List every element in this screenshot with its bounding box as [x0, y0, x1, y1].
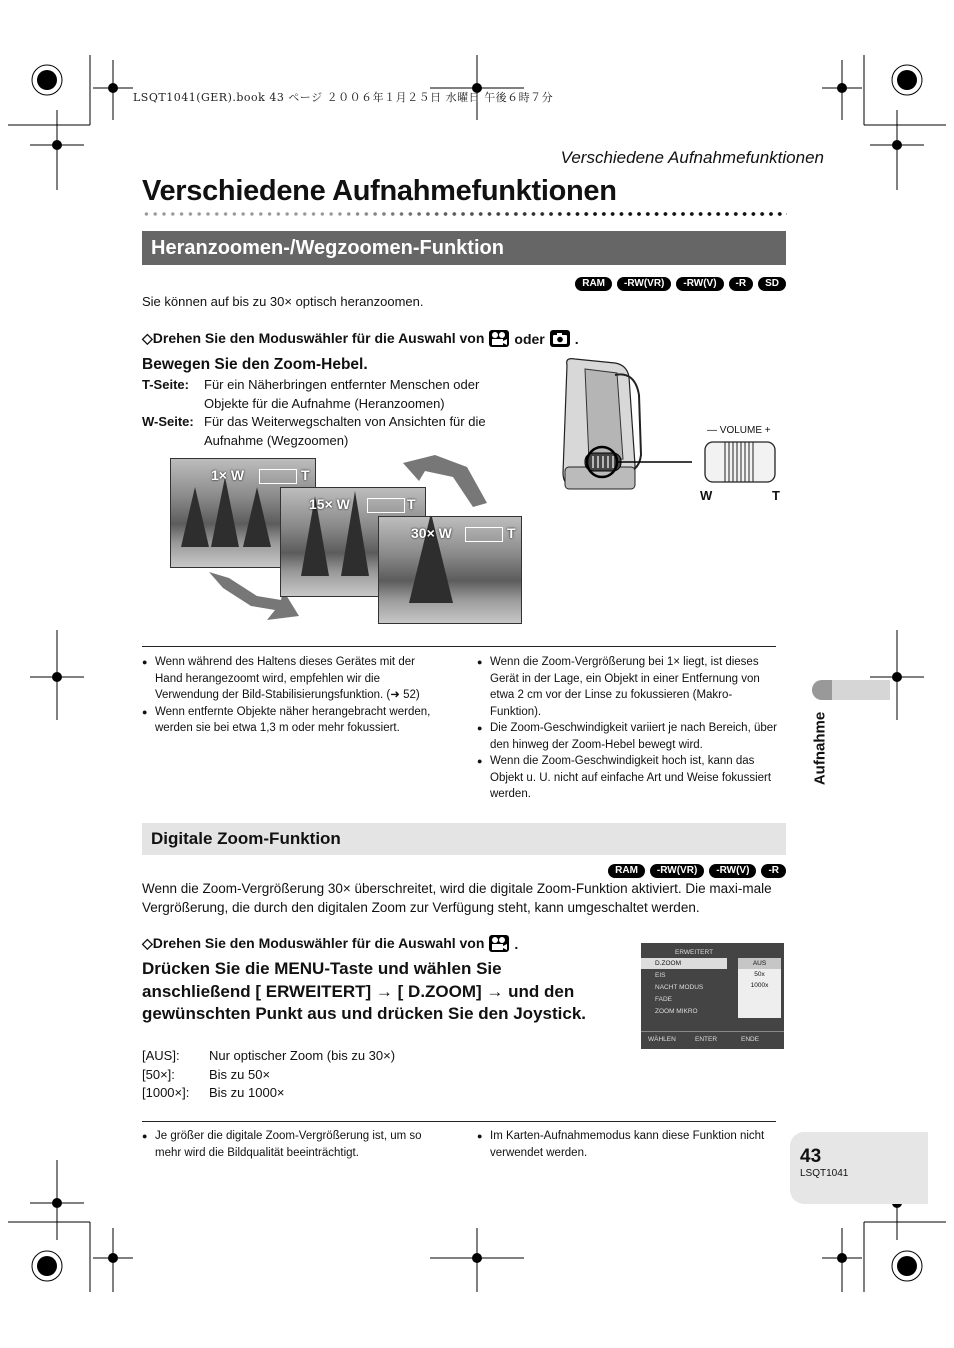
- digital-zoom-notes-left: [142, 1128, 432, 1161]
- note-item: ● Im Karten-Aufnahmemodus kann diese Funktion nicht verwendet werden.: [477, 1128, 777, 1161]
- section-heading-digital-zoom: Digitale Zoom-Funktion: [142, 823, 786, 855]
- notes-rule-2: [142, 1121, 776, 1122]
- zoom-t-label: T: [507, 525, 516, 541]
- option-value: Bis zu 50×: [209, 1066, 271, 1082]
- step-1-text: ◇Drehen Sie den Moduswähler für die Auswahl von: [142, 330, 485, 346]
- zoom-photo-30x: [378, 516, 522, 624]
- digital-zoom-notes-right: [477, 1128, 777, 1161]
- badge: -R: [729, 277, 754, 291]
- zoom-label-15x: 15× W: [309, 496, 350, 512]
- option-key: [50×]:: [142, 1066, 175, 1082]
- menu-item: D.ZOOM: [655, 960, 681, 967]
- note-item: ● Wenn die Zoom-Geschwindigkeit hoch ist, kann das Objekt u. U. nicht auf einfache Art und Weise fokussiert werden.: [477, 753, 777, 803]
- movie-mode-icon: [489, 935, 509, 952]
- t-side-value: Für ein Näherbringen entfernter Menschen oder Objekte für die Aufnahme (Heranzoomen): [204, 377, 480, 411]
- page-code: LSQT1041: [800, 1168, 849, 1179]
- menu-item: NACHT MODUS: [655, 984, 704, 991]
- zoom-label-1x: 1× W: [211, 467, 245, 483]
- badge: -RW(VR): [617, 277, 671, 291]
- zoom-side-descriptions: [142, 376, 532, 456]
- zoom-t-label: T: [301, 467, 310, 483]
- option-value: Nur optischer Zoom (bis zu 30×): [209, 1048, 396, 1063]
- step-1-or: oder: [514, 330, 545, 347]
- page-number: 43: [800, 1146, 822, 1167]
- print-header: LSQT1041(GER).book 43 ページ ２００６年１月２５日 水曜日 午後６時７分: [133, 91, 554, 104]
- notes-rule-1: [142, 646, 776, 647]
- step-1-text: ◇Drehen Sie den Moduswähler für die Auswahl von: [142, 935, 485, 951]
- option-key: [AUS]:: [142, 1048, 180, 1063]
- lever-t-label: T: [772, 488, 780, 503]
- zoom-bar: [259, 469, 297, 484]
- badge: -RW(V): [709, 864, 756, 878]
- step-1-end: .: [574, 330, 579, 347]
- badge: -RW(VR): [650, 864, 704, 878]
- digital-zoom-intro: Wenn die Zoom-Vergrößerung 30× überschreitet, wird die digitale Zoom-Funktion aktiviert. Die maxi-male Vergrößerung, die durch den digitalen Zoom zur Verfügung steht, kann umgeschaltet werden.: [142, 881, 772, 915]
- menu-item: EIS: [655, 972, 666, 979]
- media-badges-zoom: [575, 277, 786, 291]
- title-dotted-rule-dark: [142, 211, 787, 217]
- lever-w-label: W: [700, 488, 713, 503]
- note-item: ● Wenn während des Haltens dieses Gerätes mit der Hand herangezoomt wird, empfehlen wir die Verwendung der Bild-Stabilisierungsfunktion. (➜ 52): [142, 654, 432, 704]
- menu-title: ERWEITERT: [675, 949, 714, 956]
- option-key: [1000×]:: [142, 1085, 190, 1100]
- t-side-key: T-Seite:: [142, 377, 189, 392]
- note-item: ● Je größer die digitale Zoom-Vergrößerung ist, um so mehr wird die Bildqualität beeinträchtigt.: [142, 1128, 432, 1161]
- menu-value: 1000x: [750, 982, 769, 989]
- menu-footer-left: WÄHLEN: [648, 1036, 676, 1043]
- zoom-notes-left: [142, 654, 432, 737]
- badge: SD: [758, 277, 786, 291]
- badge: -RW(V): [676, 277, 723, 291]
- zoom-label-30x: 30× W: [411, 525, 452, 541]
- digital-zoom-step-1: [142, 935, 518, 952]
- section-heading-zoom: Heranzoomen-/Wegzoomen-Funktion: [142, 231, 786, 265]
- movie-mode-icon: [489, 330, 509, 347]
- menu-footer-mid: ENTER: [695, 1036, 718, 1043]
- note-item: ● Wenn die Zoom-Vergrößerung bei 1× liegt, ist dieses Gerät in der Lage, ein Objekt in einer Entfernung von etwa 2 cm vor der Linse zu fokussieren (Makro-Funktion).: [477, 654, 777, 720]
- picture-mode-icon: [550, 330, 570, 347]
- badge: RAM: [575, 277, 612, 291]
- zoom-step-2: Bewegen Sie den Zoom-Hebel.: [142, 356, 368, 373]
- digital-zoom-options: [142, 1047, 462, 1107]
- zoom-intro: Sie können auf bis zu 30× optisch heranzoomen.: [142, 294, 424, 309]
- zoom-notes-right: [477, 654, 777, 803]
- page-title: Verschiedene Aufnahmefunktionen: [142, 175, 617, 207]
- step-1-end: .: [514, 935, 519, 952]
- w-side-value: Für das Weiterwegschalten von Ansichten für die Aufnahme (Wegzoomen): [204, 414, 486, 448]
- zoom-bar: [465, 527, 503, 542]
- menu-value: AUS: [738, 958, 781, 969]
- menu-footer-right: ENDE: [741, 1036, 760, 1043]
- menu-value: 50x: [754, 971, 765, 978]
- w-side-key: W-Seite:: [142, 414, 194, 429]
- zoom-bar: [367, 498, 405, 513]
- volume-label: — VOLUME +: [707, 425, 771, 436]
- badge: -R: [761, 864, 786, 878]
- note-item: ● Wenn entfernte Objekte näher herangebracht werden, werden sie bei etwa 1,3 m oder mehr fokussiert.: [142, 704, 432, 737]
- option-value: Bis zu 1000×: [209, 1085, 285, 1100]
- badge: RAM: [608, 864, 645, 878]
- menu-screen: [641, 943, 784, 1049]
- media-badges-digital-zoom: [608, 864, 786, 878]
- chapter-label: Aufnahme: [811, 711, 829, 786]
- menu-item: ZOOM MIKRO: [655, 1008, 698, 1015]
- zoom-t-label: T: [407, 496, 416, 512]
- zoom-step-1: [142, 330, 579, 347]
- chapter-tab: [812, 680, 890, 700]
- digital-zoom-step-2: Drücken Sie die MENU-Taste und wählen Sie anschließend [ ERWEITERT] → [ D.ZOOM] → und den gewünschten Punkt aus und drücken Sie den Joystick.: [142, 959, 586, 1023]
- running-head: Verschiedene Aufnahmefunktionen: [560, 148, 824, 167]
- menu-item: FADE: [655, 996, 672, 1003]
- note-item: ● Die Zoom-Geschwindigkeit variiert je nach Bereich, über den hinweg der Zoom-Hebel bewegt wird.: [477, 720, 777, 753]
